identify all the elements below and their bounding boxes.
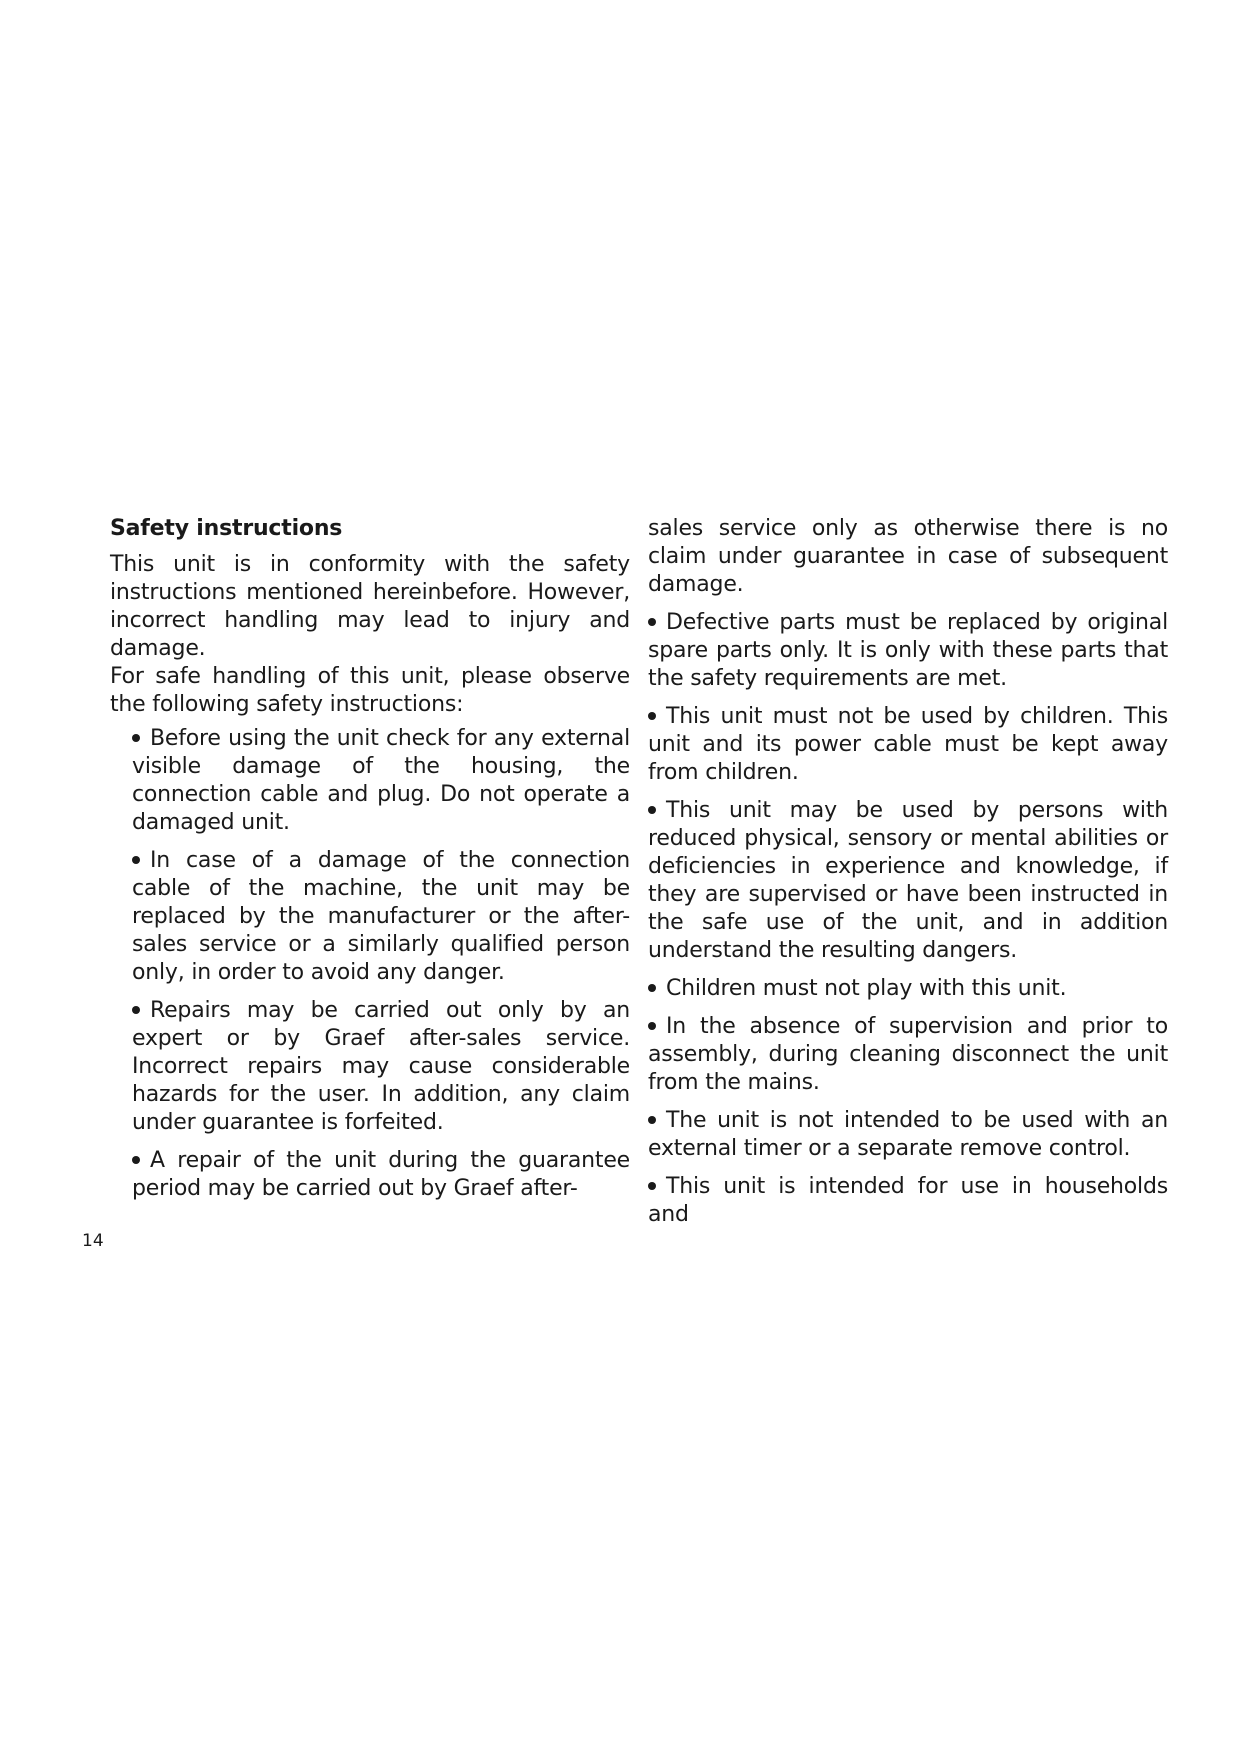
list-item: The unit is not intended to be used with an external timer or a separate remove control.: [648, 1108, 1168, 1161]
left-column: [110, 515, 630, 1213]
intro-paragraph: This unit is in conformity with the safety instructions mentioned hereinbefore. However, incorrect handling may lead to injury and damage.: [110, 552, 630, 661]
list-item: Before using the unit check for any external visible damage of the housing, the connection cable and plug. Do not operate a damaged unit.: [132, 726, 630, 835]
list-item: A repair of the unit during the guarantee period may be carried out by Graef after-: [132, 1148, 630, 1201]
continued-text: sales service only as otherwise there is no claim under guarantee in case of subsequent damage.: [648, 516, 1168, 597]
list-item: In case of a damage of the connection cable of the machine, the unit may be replaced by the manufacturer or the after-sales service or a similarly qualified person only, in order to avoid any danger.: [132, 848, 630, 985]
list-item: In the absence of supervision and prior to assembly, during cleaning disconnect the unit from the mains.: [648, 1014, 1168, 1095]
bullet-icon: [648, 1182, 656, 1190]
bullet-icon: [132, 1006, 140, 1014]
bullet-icon: [648, 1022, 656, 1030]
bullet-icon: [648, 984, 656, 992]
list-item: Defective parts must be replaced by original spare parts only. It is only with these parts that the safety requirements are met.: [648, 610, 1168, 691]
right-column: [648, 515, 1168, 1239]
bullet-icon: [648, 806, 656, 814]
bullet-icon: [132, 1156, 140, 1164]
list-item: This unit is intended for use in households and: [648, 1174, 1168, 1227]
right-bullet-list: [648, 609, 1168, 1229]
list-item: This unit must not be used by children. This unit and its power cable must be kept away from children.: [648, 704, 1168, 785]
left-bullet-list: [132, 725, 630, 1203]
page-number: 14: [82, 1231, 104, 1251]
intro-paragraph: For safe handling of this unit, please observe the following safety instructions:: [110, 664, 630, 717]
bullet-icon: [648, 712, 656, 720]
list-item: Children must not play with this unit.: [648, 975, 1168, 1003]
bullet-icon: [132, 856, 140, 864]
bullet-icon: [132, 734, 140, 742]
section-heading: Safety instructions: [110, 516, 343, 541]
bullet-icon: [648, 1116, 656, 1124]
list-item: Repairs may be carried out only by an expert or by Graef after-sales service. Incorrect repairs may cause considerable hazards for the user. In addition, any claim under guarantee is forfeited.: [132, 998, 630, 1135]
bullet-icon: [648, 618, 656, 626]
list-item: This unit may be used by persons with reduced physical, sensory or mental abilities or deficiencies in experience and knowledge, if they are supervised or have been instructed in the safe use of the unit, and in addition understand the resulting dangers.: [648, 798, 1168, 963]
